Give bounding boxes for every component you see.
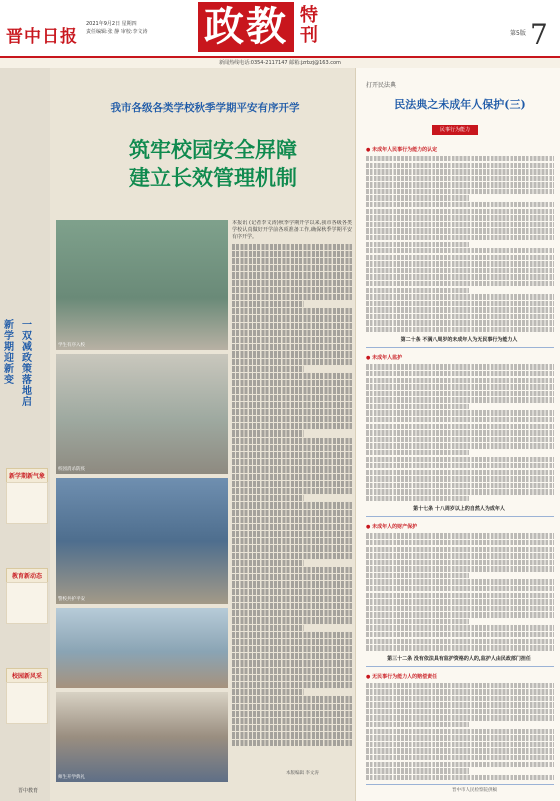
article-text-line (232, 315, 352, 321)
section-text-line (366, 307, 554, 312)
section-text-line (366, 729, 554, 734)
page-number: 7 (530, 18, 548, 51)
section-text-line (366, 722, 469, 727)
article-text-line (232, 366, 304, 372)
article-text-line (232, 646, 352, 652)
section-text-line (366, 483, 554, 488)
section-text-line (366, 709, 554, 714)
article-text-line (232, 740, 352, 746)
right-sections (366, 140, 554, 789)
article-text-line (232, 481, 352, 487)
side-box-body (6, 582, 48, 624)
article-text-line (232, 589, 352, 595)
section-text-line (366, 599, 554, 604)
section-text-line (366, 566, 554, 571)
section-text-line (366, 547, 554, 552)
article-body (232, 220, 352, 768)
vertical-slogan-1: 新学期迎新变 (4, 320, 14, 386)
article-text-line (232, 632, 352, 638)
side-box-title: 新学期新气象 (6, 468, 48, 483)
masthead-meta (86, 20, 148, 36)
section-text-line (366, 742, 554, 747)
article-text-line (232, 538, 352, 544)
article-text-line (232, 409, 352, 415)
section-text-line (366, 430, 554, 435)
article-text-line (232, 351, 352, 357)
photo-caption: 警校共护平安 (58, 597, 85, 602)
article-text-line (232, 423, 352, 429)
section-text-line (366, 397, 554, 402)
headline: 我市各级各类学校秋季学期平安有序开学 (110, 102, 300, 114)
section-text-line (366, 457, 554, 462)
section-text-line (366, 443, 554, 448)
section-text-line (366, 169, 554, 174)
article-text-line (232, 380, 352, 386)
section-text-line (366, 496, 469, 501)
law-article-highlight: 第三十二条 没有依法具有监护资格的人的,监护人由民政部门担任 (387, 655, 531, 662)
section-text-line (366, 715, 554, 720)
section-text-line (366, 489, 554, 494)
section-text-line (366, 156, 554, 161)
article-text-line (232, 251, 352, 257)
article-text-line (232, 596, 352, 602)
section-text-line (366, 268, 554, 273)
article-text-lines (232, 244, 352, 746)
issue-date: 2021年9月2日 星期四 (86, 21, 137, 27)
section-text-line (366, 235, 554, 240)
article-text-line (232, 280, 352, 286)
article-text-line (232, 553, 352, 559)
photo-caption: 师生开学典礼 (58, 775, 85, 780)
photo-police-school (56, 478, 228, 604)
article-text-line (232, 689, 304, 695)
article-text-line (232, 704, 352, 710)
section-text-line (366, 327, 554, 332)
section-text-line (366, 261, 554, 266)
section-text-line (366, 182, 554, 187)
section-text-line (366, 410, 554, 415)
section-text-line (366, 639, 554, 644)
section-text-line (366, 437, 554, 442)
section-text-line (366, 476, 554, 481)
article-text-line (232, 653, 352, 659)
right-footer: 晋中市人民检察院供稿 (452, 788, 497, 793)
article-text-line (232, 510, 352, 516)
section-heading: ● 无民事行为能力人的赔偿责任 (366, 673, 438, 680)
article-text-line (232, 373, 352, 379)
section-text-line (366, 384, 554, 389)
section-heading: ● 未成年人民事行为能力的认定 (366, 147, 438, 153)
section-text-line (366, 619, 469, 624)
article-text-line (232, 272, 352, 278)
section-text-line (366, 689, 554, 694)
article-text-line (232, 488, 352, 494)
side-box-body (6, 482, 48, 524)
article-text-line (232, 617, 352, 623)
section-text-line (366, 378, 554, 383)
section-text-line (366, 294, 554, 299)
article-text-line (232, 732, 352, 738)
article-text-line (232, 323, 352, 329)
section-text-line (366, 248, 554, 253)
article-text-line (232, 545, 352, 551)
section-text-line (366, 228, 554, 233)
article-text-line (232, 416, 352, 422)
section-text-line (366, 417, 554, 422)
section-heading: ● 未成年人的财产保护 (366, 524, 418, 531)
section-text-line (366, 364, 554, 369)
article-text-line (232, 344, 352, 350)
section-text-line (366, 320, 554, 325)
article-text-line (232, 287, 352, 293)
article-text-line (232, 517, 352, 523)
section-text-line (366, 195, 469, 200)
section-text-line (366, 274, 554, 279)
section-text-line (366, 176, 554, 181)
section-divider (366, 666, 554, 667)
article-text-line (232, 603, 352, 609)
section-divider (366, 784, 554, 785)
section-text-line (366, 463, 554, 468)
section-text-line (366, 645, 554, 650)
side-box-body (6, 682, 48, 724)
section-text-line (366, 288, 469, 293)
article-text-line (232, 581, 352, 587)
section-text-line (366, 632, 554, 637)
section-text-line (366, 371, 554, 376)
editor-line: 责任编辑:张 静 审校:李文涛 (86, 29, 148, 35)
column-tag: 打开民法典 (366, 82, 397, 89)
feature-title-line-2: 建立长效管理机制 (129, 166, 297, 190)
section-text-line (366, 470, 554, 475)
photo-caption: 学生有序入校 (58, 343, 85, 348)
section-text-line (366, 768, 469, 773)
section-text-line (366, 540, 554, 545)
article-text-line (232, 696, 352, 702)
photo-disinfection (56, 354, 228, 474)
section-text-line (366, 209, 554, 214)
section-text-line (366, 683, 554, 688)
feature-title (88, 136, 338, 192)
article-text-line (232, 531, 352, 537)
article-text-line (232, 459, 352, 465)
section-text-line (366, 560, 554, 565)
article-text-line (232, 524, 352, 530)
section-text-line (366, 202, 554, 207)
section-text-line (366, 755, 554, 760)
section-text-line (366, 301, 554, 306)
section-text-line (366, 606, 554, 611)
vertical-slogan-2: 一双减政策落地启 (22, 320, 32, 408)
section-text-line (366, 281, 554, 286)
article-text-line (232, 258, 352, 264)
article-text-line (232, 294, 352, 300)
article-text-line (232, 452, 352, 458)
section-text-line (366, 215, 554, 220)
article-text-line (232, 567, 352, 573)
section-divider (366, 516, 554, 517)
article-text-line (232, 466, 352, 472)
section-text-line (366, 579, 554, 584)
article-text-line (232, 438, 352, 444)
photo-caption: 校园消杀防疫 (58, 467, 85, 472)
feature-title-line-1: 筑牢校园安全屏障 (129, 138, 297, 162)
article-text-line (232, 445, 352, 451)
article-text-line (232, 718, 352, 724)
section-text-line (366, 189, 554, 194)
section-text-line (366, 242, 469, 247)
article-text-line (232, 682, 352, 688)
article-text-line (232, 337, 352, 343)
section-text-line (366, 762, 554, 767)
article-text-line (232, 330, 352, 336)
law-article-highlight: 第十七条 十八周岁以上的自然人为成年人 (413, 506, 505, 513)
section-text-line (366, 586, 554, 591)
section-text-line (366, 593, 554, 598)
article-text-line (232, 502, 352, 508)
section-text-line (366, 314, 554, 319)
section-text-line (366, 612, 554, 617)
section-text-line (366, 391, 554, 396)
column-title: 民法典之未成年人保护(三) (394, 98, 526, 111)
section-text-line (366, 163, 554, 168)
info-bar: 新闻热线电话:0354-2117147 邮箱:jzrbzj@163.com (219, 60, 341, 66)
article-text-line (232, 639, 352, 645)
editor-note: 本版编辑 李文涛 (286, 771, 319, 776)
article-text-line (232, 387, 352, 393)
section-subtitle: 特刊 (300, 5, 318, 46)
section-text-line (366, 255, 554, 260)
photo-students-entering (56, 220, 228, 350)
column-badge: 民事行为能力 (432, 125, 478, 135)
section-text-line (366, 533, 554, 538)
article-text-line (232, 265, 352, 271)
section-text-line (366, 748, 554, 753)
article-text-line (232, 625, 304, 631)
article-text-line (232, 474, 352, 480)
section-text-line (366, 775, 554, 780)
newspaper-logo: 晋中日报 (6, 27, 78, 47)
article-text-line (232, 560, 304, 566)
section-text-line (366, 553, 554, 558)
article-text-line (232, 495, 304, 501)
article-text-line (232, 668, 352, 674)
footer-left: 晋中教育 (18, 788, 39, 794)
section-text-line (366, 735, 554, 740)
section-text-line (366, 696, 554, 701)
article-text-line (232, 675, 352, 681)
section-text-line (366, 222, 554, 227)
law-article-highlight: 第二十条 不满八周岁的未成年人为无民事行为能力人 (400, 337, 518, 344)
article-text-line (232, 359, 352, 365)
page-label: 第5版 (510, 30, 526, 37)
article-text-line (232, 660, 352, 666)
photo-assembly (56, 692, 228, 782)
article-text-line (232, 725, 352, 731)
section-text-line (366, 702, 554, 707)
article-text-line (232, 402, 352, 408)
article-text-line (232, 610, 352, 616)
section-title: 政教 (198, 2, 294, 52)
article-text-line (232, 308, 352, 314)
section-text-line (366, 573, 469, 578)
section-text-line (366, 450, 469, 455)
section-text-line (366, 404, 469, 409)
article-text-line (232, 301, 304, 307)
section-divider (366, 347, 554, 348)
article-text-line (232, 711, 352, 717)
side-box-title: 校园新风采 (6, 668, 48, 683)
side-box-title: 教育新动态 (6, 568, 48, 583)
article-text-line (232, 244, 352, 250)
photo-ceremony-small (56, 608, 228, 688)
section-text-line (366, 625, 554, 630)
section-heading: ● 未成年人监护 (366, 355, 403, 362)
article-lead: 本报讯 (记者李文涛)秋季学期开学以来,我市各级各类学校认真做好开学前各项准备工作,确保秋季学期平安有序开学。 (232, 220, 352, 241)
article-text-line (232, 430, 304, 436)
article-text-line (232, 574, 352, 580)
section-text-line (366, 424, 554, 429)
article-text-line (232, 395, 352, 401)
